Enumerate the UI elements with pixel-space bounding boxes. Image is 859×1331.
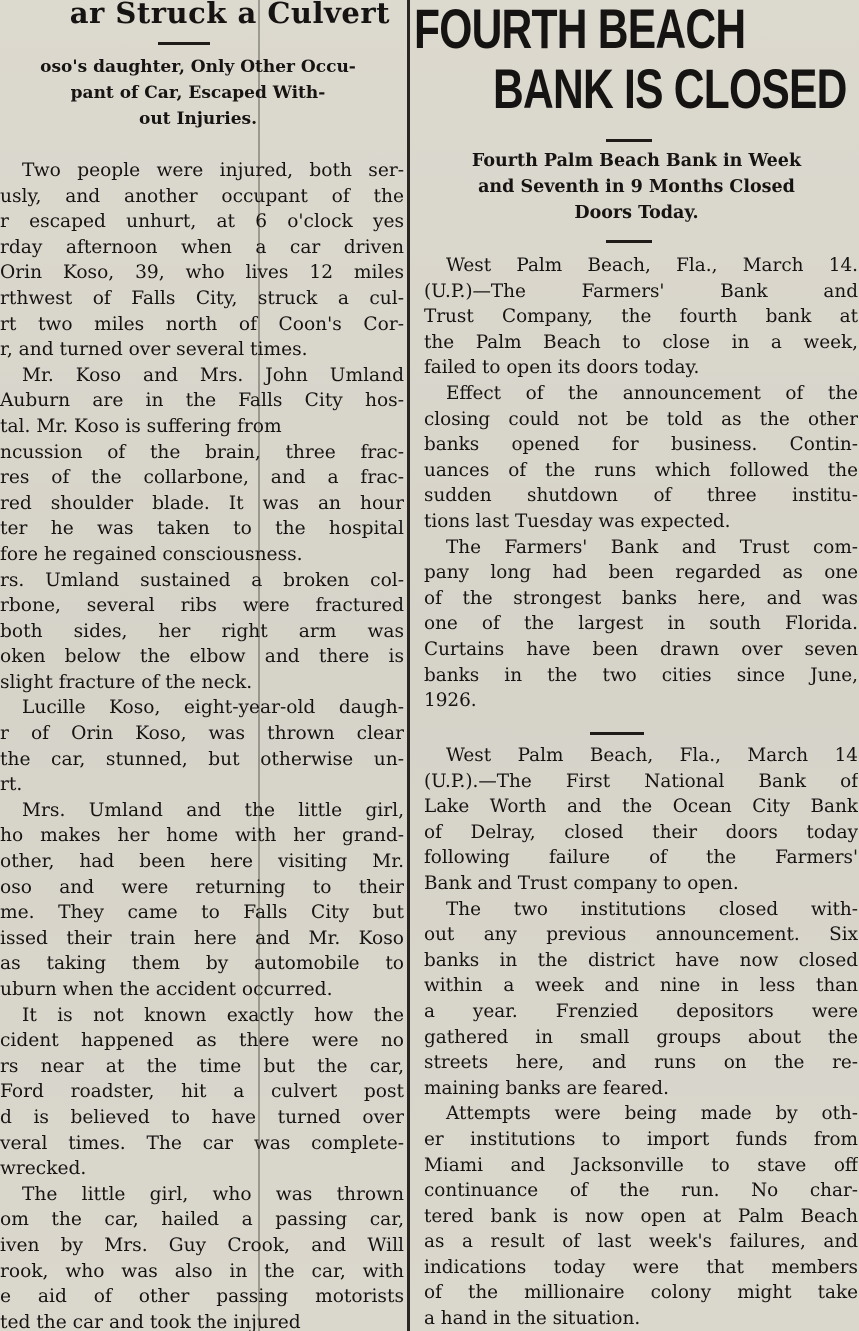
- text-line: ted the car and took the injured: [0, 1311, 301, 1331]
- text-line: banks opened for business. Contin-: [424, 434, 858, 456]
- text-line: r of Orin Koso, was thrown clear: [0, 723, 404, 745]
- text-line: following failure of the Farmers': [424, 847, 858, 869]
- left-deck: [0, 54, 404, 132]
- text-line: Curtains have been drawn over seven: [424, 638, 858, 660]
- text-line: rook, who was also in the car, with: [0, 1260, 404, 1282]
- right-deck-line: Doors Today.: [574, 203, 699, 223]
- text-line: West Palm Beach, Fla., March 14.: [446, 255, 858, 276]
- text-line: rbone, several ribs were fractured: [0, 595, 404, 617]
- text-line: ter he was taken to the hospital: [0, 518, 404, 540]
- left-article-body: [0, 158, 404, 1331]
- right-deck-line: and Seventh in 9 Months Closed: [478, 177, 795, 197]
- text-line: e aid of other passing motorists: [0, 1286, 404, 1308]
- left-column: [0, 0, 404, 1331]
- text-line: Two people were injured, both ser-: [22, 160, 404, 181]
- text-line: rt two miles north of Coon's Cor-: [0, 313, 404, 335]
- text-line: rs near at the time but the car,: [0, 1055, 404, 1077]
- text-line: maining banks are feared.: [424, 1077, 669, 1099]
- text-line: The Farmers' Bank and Trust com-: [446, 536, 858, 558]
- text-line: rthwest of Falls City, struck a cul-: [0, 287, 404, 309]
- right-deck-rule-bottom: [606, 240, 652, 243]
- text-line: res of the collarbone, and a frac-: [0, 467, 404, 489]
- right-deck-rule: [606, 139, 652, 142]
- text-line: Trust Company, the fourth bank at: [424, 306, 858, 328]
- text-line: out any previous announcement. Six: [424, 924, 858, 946]
- text-line: d is believed to have turned over: [0, 1106, 404, 1128]
- text-line: Miami and Jacksonville to stave off: [424, 1154, 858, 1176]
- text-line: Attempts were being made by oth-: [446, 1103, 858, 1125]
- text-line: uances of the runs which followed the: [424, 459, 858, 481]
- left-deck-line: pant of Car, Escaped With-: [70, 83, 326, 103]
- text-line: The two institutions closed with-: [446, 898, 858, 920]
- text-line: Effect of the announcement of the: [446, 382, 858, 404]
- text-line: streets here, and runs on the re-: [424, 1052, 858, 1074]
- text-line: Orin Koso, 39, who lives 12 miles: [0, 262, 404, 284]
- text-line: usly, and another occupant of the: [0, 185, 404, 207]
- left-deck-rule: [158, 42, 210, 45]
- text-line: Bank and Trust company to open.: [424, 872, 739, 894]
- text-line: veral times. The car was complete-: [0, 1132, 404, 1154]
- text-line: rday afternoon when a car driven: [0, 236, 404, 258]
- text-line: other, had been here visiting Mr.: [0, 851, 404, 873]
- text-line: both sides, her right arm was: [0, 620, 404, 642]
- text-line: within a week and nine in less than: [424, 975, 858, 997]
- text-line: ncussion of the brain, three frac-: [0, 441, 404, 463]
- story-separator: [590, 732, 644, 735]
- right-story-2: [424, 743, 858, 1331]
- text-line: failed to open its doors today.: [424, 357, 700, 379]
- text-line: It is not known exactly how the: [22, 1004, 404, 1026]
- text-line: gathered in small groups about the: [424, 1026, 858, 1048]
- right-headline-line1: FOURTH BEACH: [414, 0, 746, 60]
- text-line: ho makes her home with her grand-: [0, 825, 404, 847]
- left-headline: ar Struck a Culvert: [69, 0, 390, 30]
- text-line: Mrs. Umland and the little girl,: [22, 799, 404, 821]
- text-line: slight fracture of the neck.: [0, 671, 253, 693]
- text-line: r, and turned over several times.: [0, 339, 308, 361]
- text-line: 1926.: [424, 690, 477, 712]
- text-line: one of the largest in south Florida.: [424, 613, 858, 635]
- text-line: cident happened as there were no: [0, 1030, 404, 1052]
- text-line: Auburn are in the Falls City hos-: [0, 390, 404, 412]
- right-column: [414, 0, 859, 1331]
- text-line: oken below the elbow and there is: [0, 646, 404, 668]
- text-line: Mr. Koso and Mrs. John Umland: [22, 364, 404, 386]
- text-line: rs. Umland sustained a broken col-: [0, 569, 404, 591]
- text-line: The little girl, who was thrown: [22, 1183, 404, 1205]
- right-deck-line: Fourth Palm Beach Bank in Week: [471, 151, 802, 171]
- text-line: tered bank is now open at Palm Beach: [424, 1205, 858, 1227]
- text-line: rt.: [0, 774, 23, 796]
- left-deck-line: oso's daughter, Only Other Occu-: [40, 57, 356, 77]
- right-story-1: [424, 253, 858, 714]
- text-line: issed their train here and Mr. Koso: [0, 927, 404, 949]
- text-line: me. They came to Falls City but: [0, 902, 404, 924]
- text-line: (U.P.)—The Farmers' Bank and: [424, 280, 858, 302]
- text-line: Ford roadster, hit a culvert post: [0, 1081, 404, 1103]
- column-rule: [407, 0, 410, 1331]
- text-line: as a result of last week's failures, and: [424, 1231, 858, 1253]
- text-line: West Palm Beach, Fla., March 14: [446, 745, 858, 766]
- text-line: sudden shutdown of three institu-: [424, 485, 858, 507]
- text-line: r escaped unhurt, at 6 o'clock yes: [0, 211, 404, 233]
- text-line: indications today were that members: [424, 1256, 858, 1278]
- text-line: fore he regained consciousness.: [0, 543, 303, 565]
- left-deck-line: out Injuries.: [138, 109, 257, 129]
- text-line: tal. Mr. Koso is suffering from: [0, 415, 282, 437]
- text-line: tions last Tuesday was expected.: [424, 510, 731, 532]
- text-line: of the strongest banks here, and was: [424, 587, 858, 609]
- text-line: oso and were returning to their: [0, 876, 404, 898]
- text-line: banks in the two cities since June,: [424, 664, 858, 686]
- text-line: pany long had been regarded as one: [424, 562, 858, 584]
- text-line: a year. Frenzied depositors were: [424, 1000, 858, 1022]
- text-line: the car, stunned, but otherwise un-: [0, 748, 404, 770]
- right-headline-line2: BANK IS CLOSED: [493, 57, 847, 120]
- text-line: Lucille Koso, eight-year-old daugh-: [22, 697, 404, 719]
- text-line: banks in the district have now closed: [424, 949, 858, 971]
- text-line: om the car, hailed a passing car,: [0, 1209, 404, 1231]
- text-line: the Palm Beach to close in a week,: [424, 331, 858, 353]
- text-line: closing could not be told as the other: [424, 408, 858, 430]
- text-line: a hand in the situation.: [424, 1308, 641, 1330]
- text-line: uburn when the accident occurred.: [0, 979, 333, 1000]
- text-line: of Delray, closed their doors today: [424, 821, 858, 843]
- text-line: wrecked.: [0, 1158, 87, 1180]
- text-line: er institutions to import funds from: [424, 1128, 858, 1150]
- text-line: Lake Worth and the Ocean City Bank: [424, 796, 858, 818]
- text-line: as taking them by automobile to: [0, 953, 404, 975]
- text-line: (U.P.).—The First National Bank of: [424, 770, 858, 792]
- fold-crease: [258, 0, 260, 1331]
- text-line: of the millionaire colony might take: [424, 1282, 858, 1304]
- text-line: red shoulder blade. It was an hour: [0, 492, 404, 514]
- text-line: iven by Mrs. Guy Crook, and Will: [0, 1234, 404, 1256]
- right-deck: [414, 148, 859, 226]
- text-line: continuance of the run. No char-: [424, 1180, 858, 1202]
